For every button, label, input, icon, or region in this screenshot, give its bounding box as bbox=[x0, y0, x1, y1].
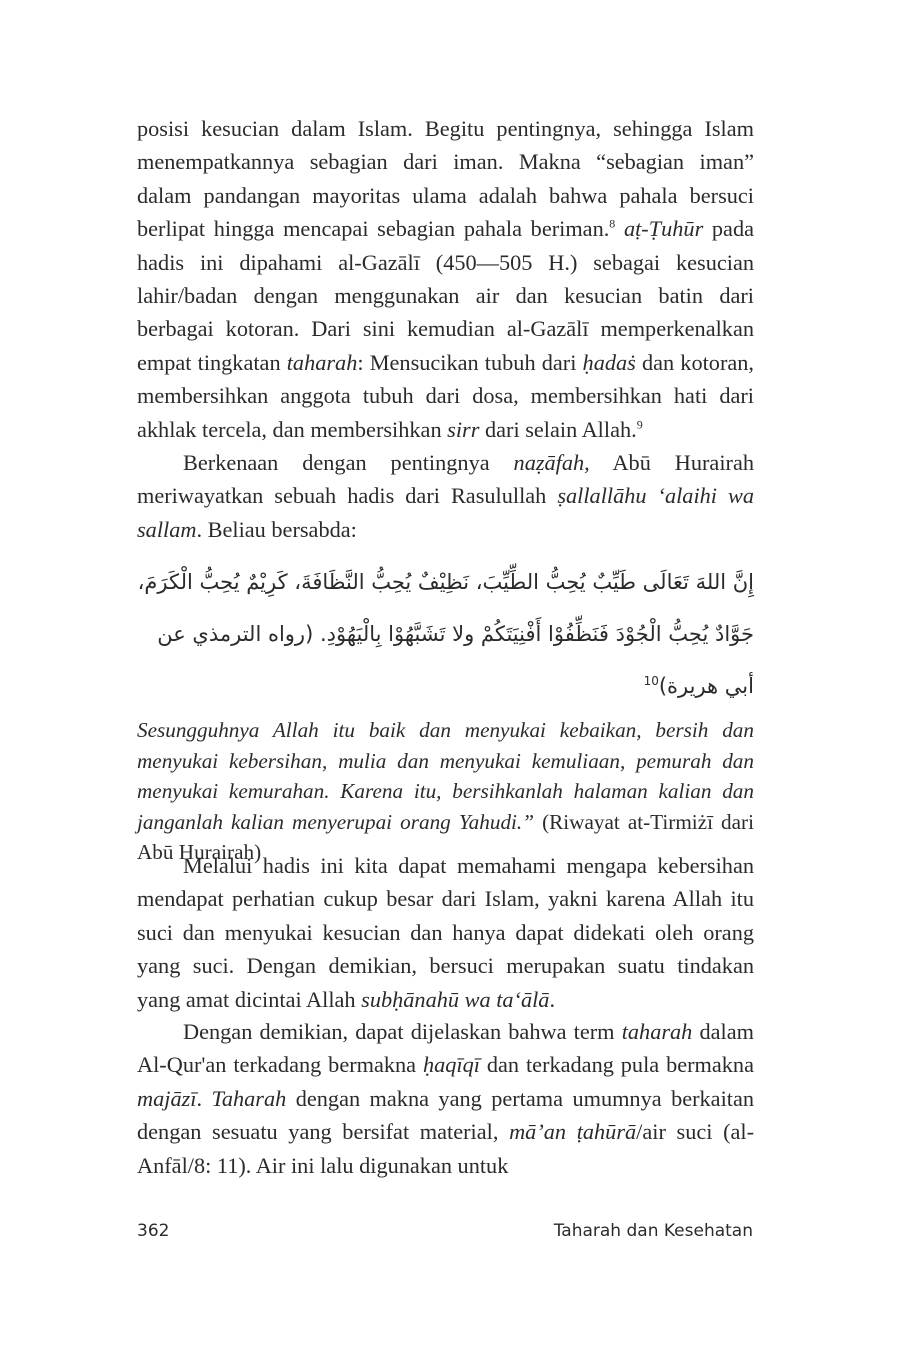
footnote-ref-10: 10 bbox=[643, 674, 659, 688]
arabic-line-2: جَوَّادٌ يُحِبُّ الْجُوْدَ فَنَظِّفُوْا أَفْنِيَتَكُمْ ولا تَشَبَّهُوْا بِالْيَهُوْدِ. (رواه الترمذي عن bbox=[157, 622, 754, 646]
paragraph-3: Melalui hadis ini kita dapat memahami mengapa kebersihan mendapat perhatian cukup besar dari Islam, yakni karena Allah itu suci dan menyukai kesucian dan hanya dapat didekati oleh orang yang suci. Dengan demikian, bersuci merupakan suatu tindakan yang amat dicintai Allah subḥānahū wa ta‘ālā. bbox=[137, 853, 754, 1012]
arabic-line-3: أبي هريرة)$^{10}$ bbox=[643, 674, 754, 698]
footnote-ref-9: 9 bbox=[636, 417, 643, 432]
paragraph-2: Berkenaan dengan pentingnya naẓāfah, Abū Hurairah meriwayatkan sebuah hadis dari Rasulullah ṣallallāhu ‘alaihi wa sallam. Beliau bersabda: bbox=[137, 450, 755, 542]
hadith-translation: Sesungguhnya Allah itu baik dan menyukai kebaikan, bersih dan menyukai kebersihan, mulia dan menyukai kemuliaan, pemurah dan menyukai kemurahan. Karena itu, bersihkanlah halaman kalian dan janganlah kalian menyerupai orang Yahudi.” (Riwayat at-Tirmiżī dari Abū Hurairah) bbox=[137, 718, 754, 864]
page-number: 362 bbox=[137, 1221, 170, 1241]
running-head: Taharah dan Kesehatan bbox=[553, 1221, 753, 1241]
paragraph-4: Dengan demikian, dapat dijelaskan bahwa term taharah dalam Al-Qur'an terkadang bermakna ḥaqīqī dan terkadang pula bermakna majāzī. Taharah dengan makna yang pertama umumnya berkaitan dengan sesuatu yang bersifat material, mā’an ṭahūrā/air suci (al-Anfāl/8: 11). Air ini lalu digunakan untuk bbox=[137, 1019, 755, 1178]
footnote-ref-8: 8 bbox=[609, 216, 616, 231]
arabic-hadith bbox=[137, 556, 754, 712]
paragraph-1: posisi kesucian dalam Islam. Begitu pentingnya, sehingga Islam menempatkannya sebagian dari iman. Makna “sebagian iman” dalam pandangan mayoritas ulama adalah bahwa pahala bersuci berlipat hingga mencapai sebagian pahala beriman.$^8$ aṭ-Ṭuhūr pada hadis ini dipahami al-Gazālī (450—505 H.) sebagai kesucian lahir/badan dengan menggunakan air dan kesucian batin dari berbagai kotoran. Dari sini kemudian al-Gazālī memperkenalkan empat tingkatan taharah: Mensucikan tubuh dari ḥadaṡ dan kotoran, membersihkan anggota tubuh dari dosa, membersihkan hati dari akhlak tercela, dan membersihkan sirr dari selain Allah.$^9$ bbox=[137, 116, 754, 442]
arabic-line-1: إِنَّ اللهَ تَعَالَى طَيِّبٌ يُحِبُّ الطِّيِّبَ، نَظِيْفٌ يُحِبُّ النَّظَافَةَ، كَرِيْمٌ يُحِبُّ الْكَرَمَ، bbox=[137, 570, 754, 594]
